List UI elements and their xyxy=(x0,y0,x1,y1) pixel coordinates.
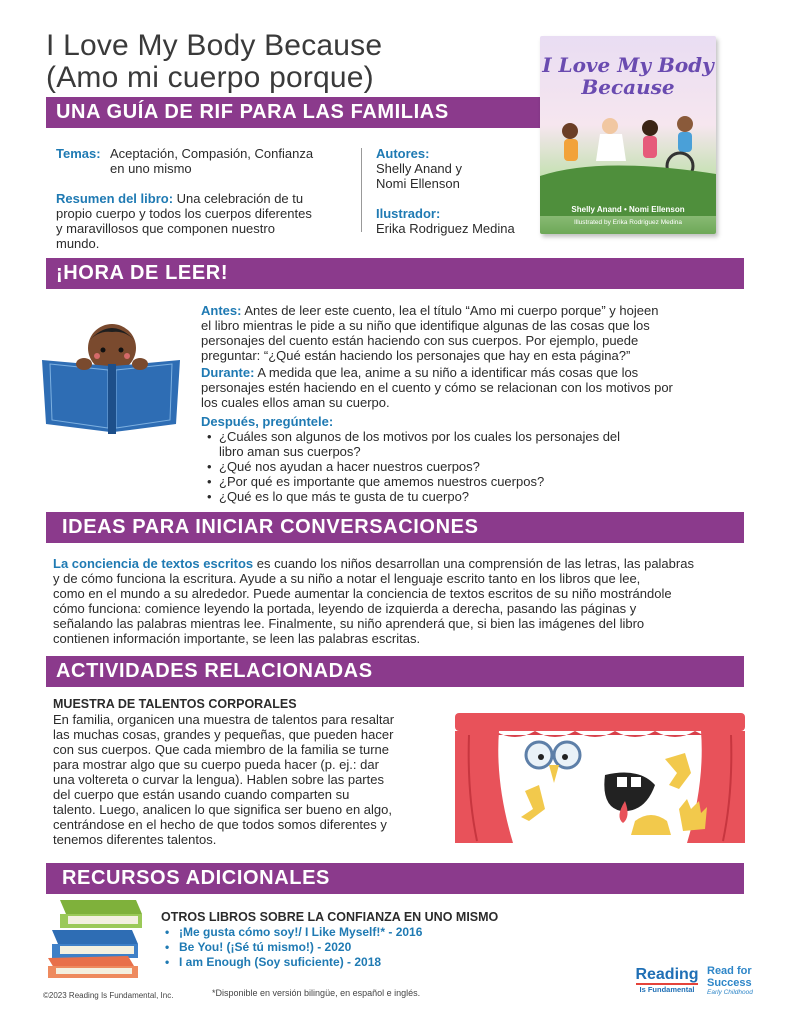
before-label: Antes: xyxy=(201,303,242,318)
themes-block: Temas: Aceptación, Compasión, Confianza en uno mismo xyxy=(56,146,314,176)
title-line-1: I Love My Body Because xyxy=(46,29,383,62)
ideas-paragraph: La conciencia de textos escritos es cuando los niños desarrollan una comprensión de las letras, las palabras y de cómo funciona la escritura. Ayude a su niño a notar el lenguaje escrito tanto en los libros que lee, como en el mundo a su alrededor. Puede aumentar la conciencia de textos escritos de su niño mostrándole cómo funciona: comience leyendo la portada, leyendo de izquierda a derecha, pasando las páginas y señalando las palabras mientras lee. Finalmente, su niño aprenderá que, si bien las imágenes del libro contienen información importante, se leen las palabras escritas. xyxy=(53,556,694,646)
themes-value: Aceptación, Compasión, Confianza xyxy=(110,146,314,161)
reading-before: Antes: Antes de leer este cuento, lea el título “Amo mi cuerpo porque” y hojeen el libro mientras le pide a su niño que identifique algunas de las cosas que los personajes del cuento están haciendo con sus cuerpos. Por ejemplo, puede preguntar: “¿Qué están haciendo los personajes que hay en esta página?” xyxy=(201,303,659,363)
info-divider xyxy=(361,148,362,232)
activity-line: las muchas cosas, grandes y pequeñas, que pueden hacer xyxy=(53,727,394,742)
question-item: • ¿Cuáles son algunos de los motivos por los cuales los personajes del libro aman sus cuerpos? xyxy=(205,429,746,459)
cover-authors: Shelly Anand • Nomi Ellenson xyxy=(571,205,685,214)
after-label: Después, pregúntele: xyxy=(201,414,334,429)
book-cover xyxy=(540,36,716,234)
summary-label: Resumen del libro: xyxy=(56,191,174,206)
page-title xyxy=(46,30,516,94)
themes-label: Temas: xyxy=(56,146,101,161)
section-title-read: ¡HORA DE LEER! xyxy=(56,262,229,284)
section-title-ideas: IDEAS PARA INICIAR CONVERSACIONES xyxy=(62,516,479,538)
activity-line: una voltereta o curvar la lengua). Hablen sobre las partes xyxy=(53,772,384,787)
resource-book-item: • I am Enough (Soy suficiente) - 2018 xyxy=(161,955,721,970)
cover-title: I Love My Body Because xyxy=(542,53,714,99)
child-reading-icon xyxy=(40,320,182,434)
cover-illustrator: Illustrated by Erika Rodriguez Medina xyxy=(573,219,683,226)
footnote: *Disponible en versión bilingüe, en español e inglés. xyxy=(212,988,421,998)
title-line-2: (Amo mi cuerpo porque) xyxy=(46,61,374,94)
section-bar-resources xyxy=(46,863,744,894)
book-stack-icon xyxy=(46,896,150,980)
resource-book-item: • ¡Me gusta cómo soy!/ I Like Myself!* - 2016 xyxy=(161,925,721,940)
resources-heading: OTROS LIBROS SOBRE LA CONFIANZA EN UNO MISMO xyxy=(161,910,499,924)
resource-book-item: • Be You! (¡Sé tú mismo!) - 2020 xyxy=(161,940,721,955)
section-title-resources: RECURSOS ADICIONALES xyxy=(62,867,330,889)
summary-block: Resumen del libro: Una celebración de tu propio cuerpo y todos los cuerpos diferentes y maravillosos que componen nuestro mundo. xyxy=(56,191,312,251)
activity-line: con sus cuerpos. Que cada miembro de la familia se turne xyxy=(53,742,390,757)
cover-illustration xyxy=(540,106,716,216)
copyright: ©2023 Reading Is Fundamental, Inc. xyxy=(43,991,174,1000)
read-for-success-logo: Read for Success Early Childhood xyxy=(707,965,753,996)
activity-heading: MUESTRA DE TALENTOS CORPORALES xyxy=(53,697,297,711)
section-bar-activities xyxy=(46,656,744,687)
authors-label: Autores: xyxy=(376,146,430,161)
section-bar-guide xyxy=(46,97,550,128)
resources-block xyxy=(161,910,721,970)
during-label: Durante: xyxy=(201,365,255,380)
authors-block: Autores: Shelly Anand y Nomi Ellenson Ilustrador: Erika Rodriguez Medina xyxy=(376,146,536,236)
question-item: • ¿Por qué es importante que amemos nuestros cuerpos? xyxy=(205,474,746,489)
rif-logo: Reading Is Fundamental xyxy=(635,966,699,994)
section-title-activities: ACTIVIDADES RELACIONADAS xyxy=(56,660,373,682)
reading-during: Durante: A medida que lea, anime a su niño a identificar más cosas que los personajes estén haciendo en el cuento y cómo se relacionan con los motivos por los cuales ellos aman su cuerpo. xyxy=(201,365,673,410)
section-title-guide: UNA GUÍA DE RIF PARA LAS FAMILIAS xyxy=(56,101,449,123)
ideas-term: La conciencia de textos escritos xyxy=(53,556,254,571)
illustrator-name: Erika Rodriguez Medina xyxy=(376,221,515,236)
illustrator-label: Ilustrador: xyxy=(376,206,441,221)
stage-curtain-illustration xyxy=(455,713,745,845)
activity-line: centrándose en el hecho de que todos somos diferentes y xyxy=(53,817,387,832)
section-bar-ideas xyxy=(46,512,744,543)
reading-after xyxy=(201,414,746,504)
activity-line: tenemos diferentes talentos. xyxy=(53,832,217,847)
activity-block xyxy=(53,697,453,847)
activity-line: para mostrar algo que su cuerpo pueda hacer (p. ej.: dar xyxy=(53,757,379,772)
activity-line: En familia, organicen una muestra de talentos para resaltar xyxy=(53,712,395,727)
section-bar-read xyxy=(46,258,744,289)
question-item: • ¿Qué nos ayudan a hacer nuestros cuerpos? xyxy=(205,459,746,474)
question-item: • ¿Qué es lo que más te gusta de tu cuerpo? xyxy=(205,489,746,504)
activity-line: del cuerpo que están usando cuando comparten su xyxy=(53,787,350,802)
activity-line: talento. Luego, analicen lo que significa ser bueno en algo, xyxy=(53,802,392,817)
